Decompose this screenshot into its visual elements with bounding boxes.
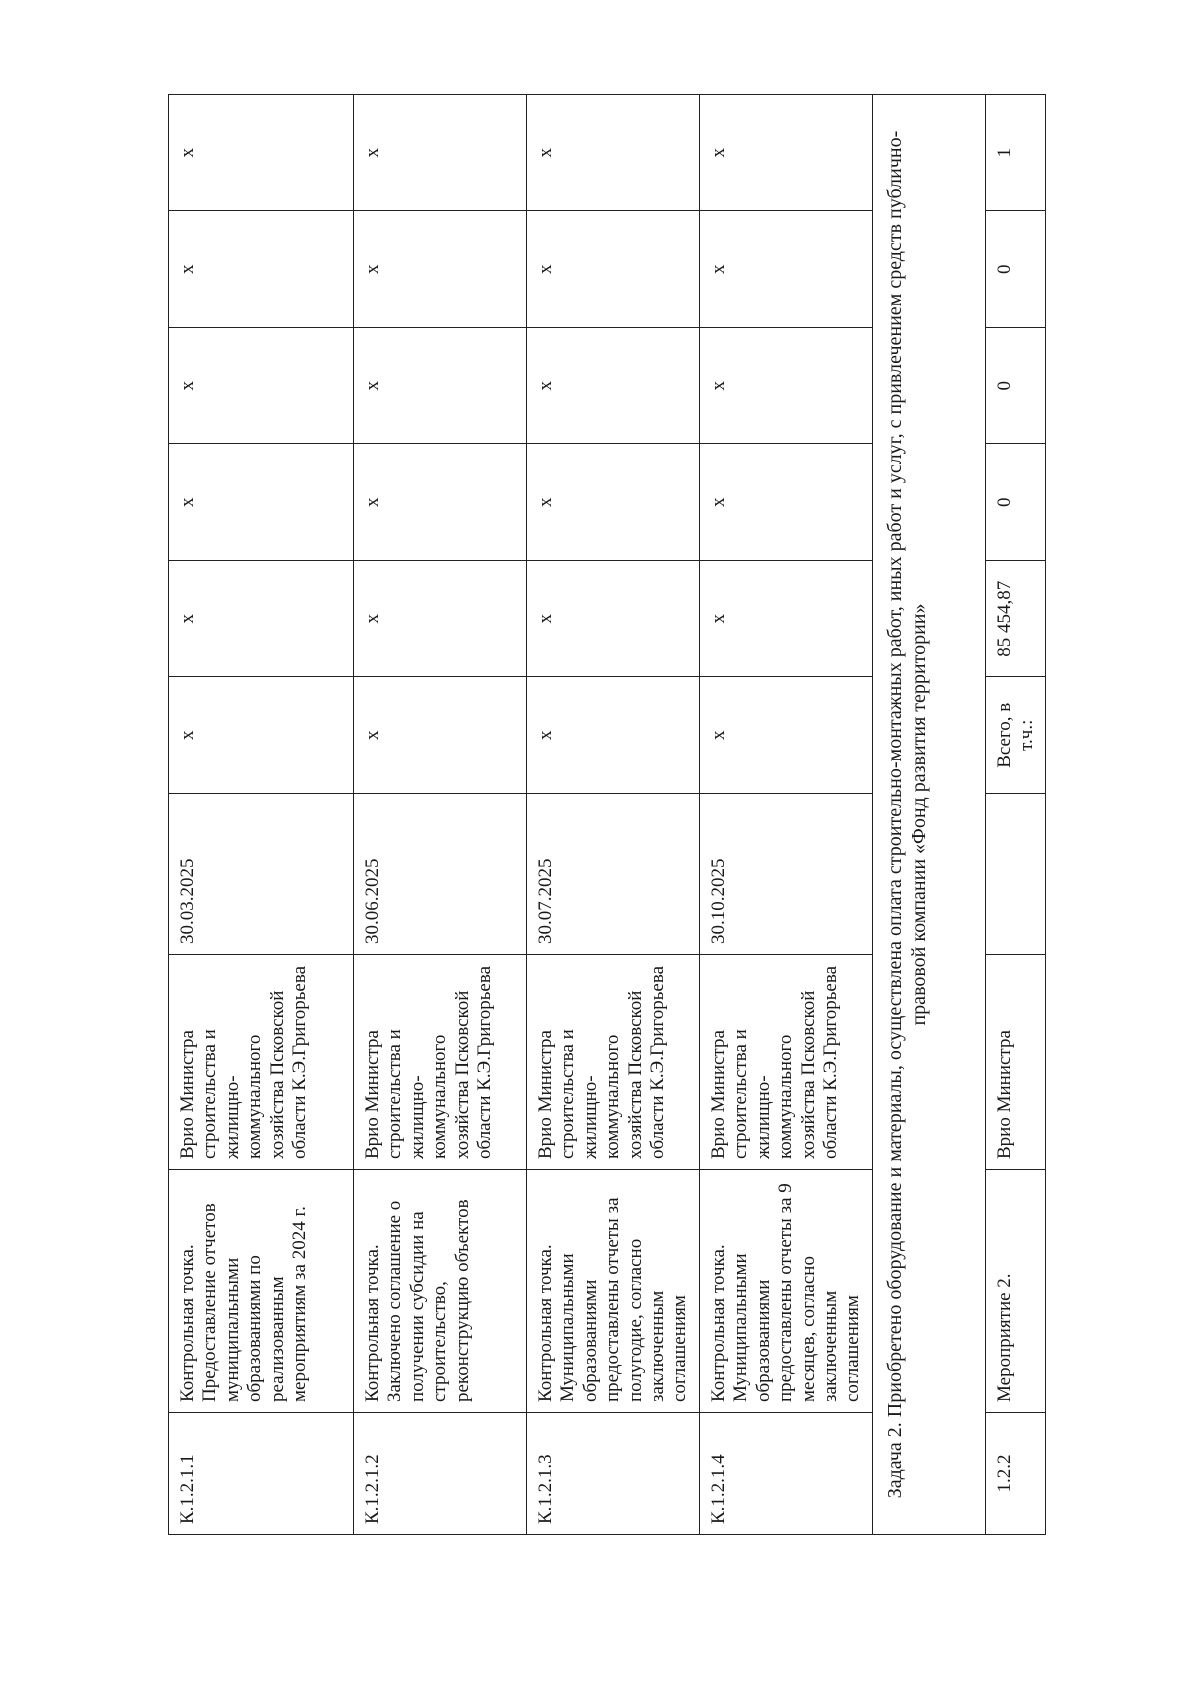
measure-row [986,95,1046,1535]
row-value: x [700,677,873,794]
row-code: К.1.2.1.1 [169,1413,354,1535]
row-value: x [700,95,873,212]
row-value: x [354,677,527,794]
row-responsible: Врио Министра строительства и жилищно-коммунального хозяйства Псковской области К.Э.Григорьева [527,955,700,1170]
measure-value-3: 0 [986,211,1046,328]
task-heading: Задача 2. Приобретено оборудование и материалы, осуществлена оплата строительно-монтажных работ, иных работ и услуг, с привлечением средств публично-правовой компании «Фонд развития территории» [873,95,986,1535]
measure-source: Всего, в т.ч.: [986,677,1046,794]
table-row [700,95,873,1535]
row-value: x [527,561,700,678]
row-value: x [354,95,527,212]
row-value: x [169,677,354,794]
row-value: x [700,328,873,445]
row-value: x [700,444,873,561]
row-date: 30.07.2025 [527,794,700,955]
row-code: К.1.2.1.3 [527,1413,700,1535]
row-value: x [169,328,354,445]
row-value: x [169,561,354,678]
row-value: x [527,95,700,212]
measure-total: 85 454,87 [986,561,1046,678]
row-value: x [700,211,873,328]
row-code: К.1.2.1.2 [354,1413,527,1535]
measure-name: Мероприятие 2. [986,1170,1046,1413]
row-date: 30.03.2025 [169,794,354,955]
row-value: x [354,444,527,561]
table-row [354,95,527,1535]
row-value: x [354,211,527,328]
row-name: Контрольная точка. Муниципальными образованиями предоставлены отчеты за 9 месяцев, согласно заключенным соглашениям [700,1170,873,1413]
row-value: x [527,211,700,328]
table-row [527,95,700,1535]
row-value: x [527,444,700,561]
row-value: x [354,561,527,678]
row-name: Контрольная точка. Предоставление отчетов муниципальными образованиями по реализованным мероприятиям за 2024 г. [169,1170,354,1413]
task-row [873,95,986,1535]
row-name: Контрольная точка. Заключено соглашение о получении субсидии на строительство, реконструкцию объектов [354,1170,527,1413]
row-value: x [354,328,527,445]
row-date: 30.10.2025 [700,794,873,955]
row-responsible: Врио Министра строительства и жилищно-коммунального хозяйства Псковской области К.Э.Григорьева [700,955,873,1170]
plan-table [168,94,1046,1535]
row-value: x [527,328,700,445]
row-name: Контрольная точка. Муниципальными образованиями предоставлены отчеты за полугодие, согласно заключенным соглашениям [527,1170,700,1413]
measure-value-1: 0 [986,444,1046,561]
measure-code: 1.2.2 [986,1413,1046,1535]
measure-responsible: Врио Министра [986,955,1046,1170]
row-date: 30.06.2025 [354,794,527,955]
row-value: x [700,561,873,678]
row-value: x [169,95,354,212]
row-code: К.1.2.1.4 [700,1413,873,1535]
measure-value-2: 0 [986,328,1046,445]
row-value: x [527,677,700,794]
row-responsible: Врио Министра строительства и жилищно-коммунального хозяйства Псковской области К.Э.Григорьева [354,955,527,1170]
table-row [169,95,354,1535]
row-responsible: Врио Министра строительства и жилищно-коммунального хозяйства Псковской области К.Э.Григорьева [169,955,354,1170]
measure-value-4: 1 [986,95,1046,212]
row-value: x [169,211,354,328]
row-value: x [169,444,354,561]
measure-date [986,794,1046,955]
